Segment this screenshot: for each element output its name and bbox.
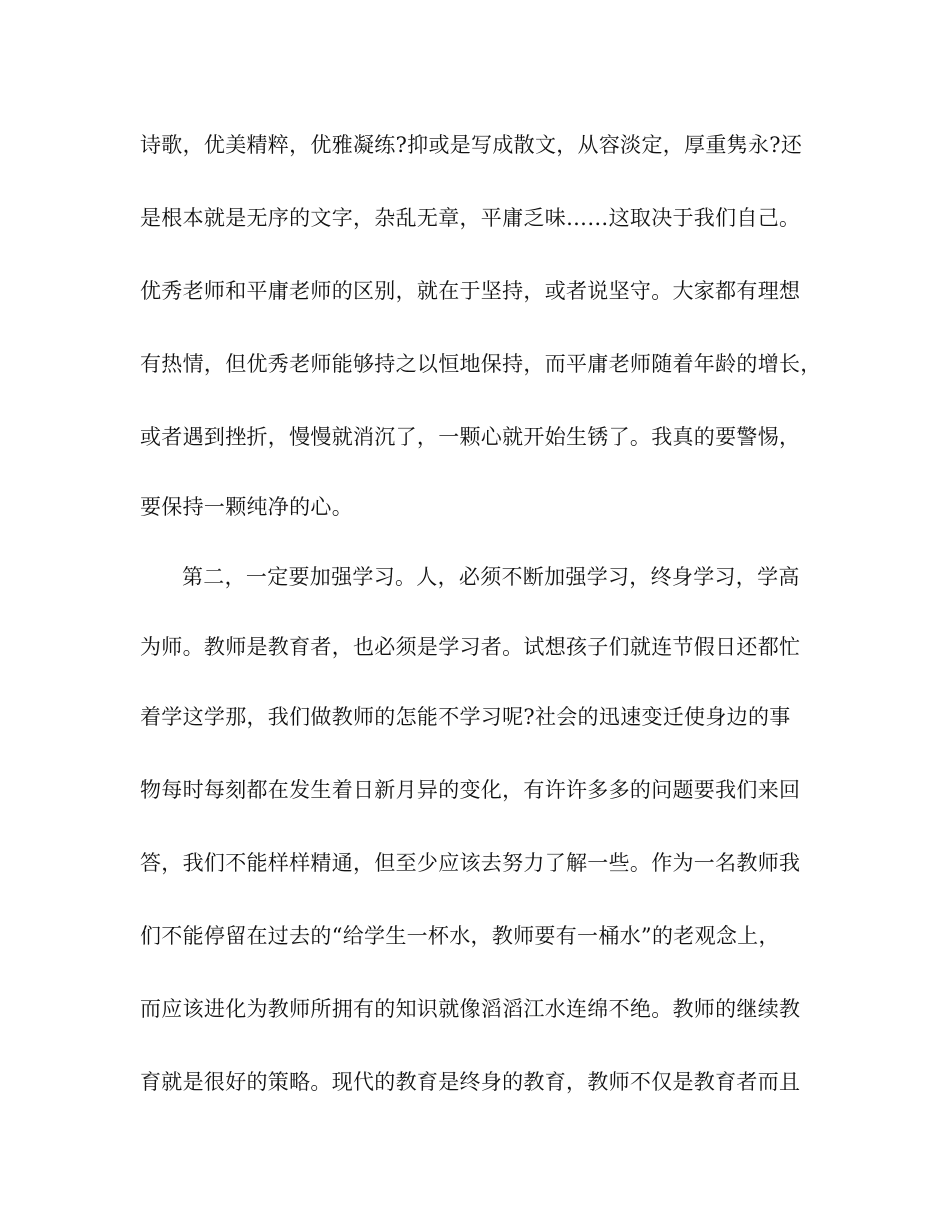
- paragraph-first-line: 第二，一定要加强学习。人，必须不断加强学习，终身学习，学高: [182, 565, 800, 589]
- text-line: 着学这学那，我们做教师的怎能不学习呢?社会的迅速变迁使身边的事: [140, 705, 791, 729]
- text-line: 物每时每刻都在发生着日新月异的变化，有许许多多的问题要我们来回: [140, 778, 801, 802]
- text-line: 要保持一颗纯净的心。: [140, 495, 353, 519]
- text-line: 而应该进化为教师所拥有的知识就像滔滔江水连绵不绝。教师的继续教: [140, 997, 801, 1021]
- text-line: 有热情，但优秀老师能够持之以恒地保持，而平庸老师随着年龄的增长，: [140, 352, 822, 376]
- text-line: 们不能停留在过去的“给学生一杯水，教师要有一桶水”的老观念上，: [140, 924, 780, 948]
- text-line: 诗歌，优美精粹，优雅凝练?抑或是写成散文，从容淡定，厚重隽永?还: [140, 133, 803, 157]
- text-line: 优秀老师和平庸老师的区别，就在于坚持，或者说坚守。大家都有理想: [140, 279, 801, 303]
- text-line: 或者遇到挫折，慢慢就消沉了，一颗心就开始生锈了。我真的要警惕，: [140, 425, 801, 449]
- text-line: 答，我们不能样样精通，但至少应该去努力了解一些。作为一名教师我: [140, 851, 801, 875]
- text-line: 为师。教师是教育者，也必须是学习者。试想孩子们就连节假日还都忙: [140, 635, 801, 659]
- text-line: 育就是很好的策略。现代的教育是终身的教育，教师不仅是教育者而且: [140, 1070, 801, 1094]
- text-line: 是根本就是无序的文字，杂乱无章，平庸乏味……这取决于我们自己。: [140, 206, 801, 230]
